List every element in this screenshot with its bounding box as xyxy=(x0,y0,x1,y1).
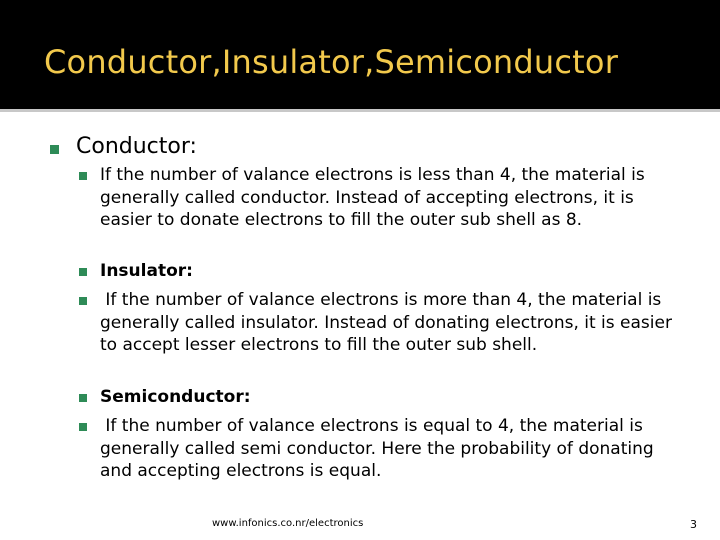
bullet-icon xyxy=(50,145,59,154)
slide-title: Conductor,Insulator,Semiconductor xyxy=(44,43,619,81)
list-item: If the number of valance electrons is equal to 4, the material is generally called semi conductor. Here the probability of donating and accepting electrons is equal. xyxy=(100,416,660,481)
list-item-semiconductor: Semiconductor: xyxy=(100,387,251,407)
bullet-icon xyxy=(79,268,87,276)
list-item: If the number of valance electrons is more than 4, the material is generally called insulator. Instead of donating electrons, it is easier to accept lesser electrons to fill the outer sub shell. xyxy=(100,290,678,355)
bullet-icon xyxy=(79,423,87,431)
page-number: 3 xyxy=(690,518,697,531)
bullet-icon xyxy=(79,394,87,402)
list-item: If the number of valance electrons is less than 4, the material is generally called conductor. Instead of accepting electrons, it is easier to donate electrons to fill the outer sub shell as 8. xyxy=(100,165,645,230)
heading-conductor: Conductor: xyxy=(76,134,197,159)
bullet-icon xyxy=(79,297,87,305)
list-item-insulator: Insulator: xyxy=(100,261,193,281)
footer-url: www.infonics.co.nr/electronics xyxy=(212,518,364,529)
bullet-icon xyxy=(79,172,87,180)
